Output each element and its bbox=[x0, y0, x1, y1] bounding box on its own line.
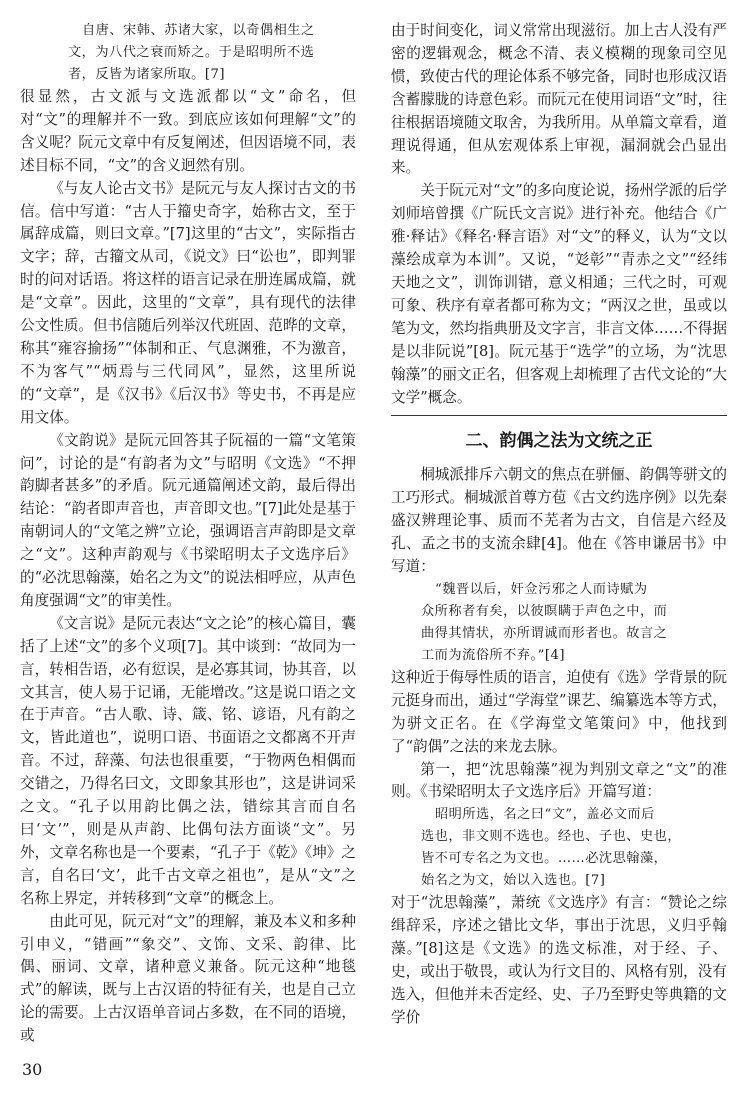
paragraph: 第一，把“沈思翰藻”视为判别文章之“文”的准则。《书梁昭明太子文选序后》开篇写道： bbox=[391, 760, 727, 801]
quote-line: 曲得其情状，亦所谓诚而形者也。故言之 bbox=[421, 625, 668, 641]
quote-line: “魏晋以后，奸佥污邪之人而诗赋为 bbox=[435, 581, 648, 597]
section-heading: 二、韵偶之法为文统之正 bbox=[465, 431, 653, 452]
paragraph: 《文韵说》是阮元回答其子阮福的一篇“文笔策问”，讨论的是“有韵者为文”与昭明《文选》“不押韵脚者甚多”的矛盾。阮元通篇阐述文韵，最后得出结论：“韵者即声音也，声音即文也。”[7]此处是基于南朝词人的“文笔之辨”立论，强调语言声韵即是文章之“文”。这种声韵观与《书梁昭明太子文选序后》的“必沈思翰藻，始名之为文”的说法相呼应，从声色角度强调“文”的审美性。 bbox=[20, 431, 356, 609]
quote-line: 始名之为文，始以入选也。[7] bbox=[421, 873, 606, 889]
quote-line: 皆不可专名之为文也。……必沈思翰藻， bbox=[421, 851, 668, 867]
paragraph: 《文言说》是阮元表达“文之论”的核心篇目，囊括了上述“文”的多个义项[7]。其中谈到：“故同为一言，转相告语，必有愆误，是必寡其词，协其音，以文其言，使人易于记诵，无能增改。”这是说口语之文在于声音。“古人歌、诗、箴、铭、谚语，凡有韵之文，皆此道也”，说明口语、书面语之文都离不开声音。不过，辞藻、句法也很重要，“于物两色相偶而交错之，乃得名曰文，文即象其形也”，这是讲词采之文。“孔子以用韵比偶之法，错综其言而自名曰‘文’”，则是从声韵、比偶句法方面谈“文”。另外，文章名称也是一个要素，“孔子于《乾》《坤》之言，自名曰‘文’，此千古文章之祖也”，是从“文”之名称上界定，并转移到“文章”的概念上。 bbox=[20, 614, 356, 907]
paragraph: 对于“沈思翰藻”，萧统《文选序》有言：“赞论之综缉辞采，序述之错比文华，事出于沈思，义归乎翰藻。”[8]这是《文选》的选文标准，对于经、子、史，或出于敬畏，或认为行文目的、风格有别，没有选入，但他并未否定经、史、子乃至野史等典籍的文学价 bbox=[391, 894, 727, 1026]
quote-block bbox=[391, 579, 727, 667]
paragraph: 由于时间变化，词义常常出现滋衍。加上古人没有严密的逻辑观念，概念不清、表义模糊的现象司空见惯，致使古代的理论体系不够完备，同时也形成汉语含蓄朦胧的诗意色彩。而阮元在使用词语“文”时，往往根据语境随文取舍，为我所用。从单篇文章看，道理说得通，但从宏观体系上审视，漏洞就会凸显出来。 bbox=[391, 22, 727, 177]
quote-line: 众所称者有矣，以彼瞑瞒于声色之中，而 bbox=[421, 603, 668, 619]
quote-line: 文，为八代之衰而矫之。于是昭明所不选 bbox=[68, 45, 315, 60]
paragraph: 很显然，古文派与文选派都以“文”命名，但对“文”的理解并不一致。到底应该如何理解“文”的含义呢？阮元文章中有反复阐述，但因语境不同，表述目标不同，“文”的含义迥然有別。 bbox=[20, 88, 356, 174]
paragraph: 《与友人论古文书》是阮元与友人探讨古文的书信。信中写道：“古人于籀史奇字，始称古文，至于属辞成篇，则曰文章。”[7]这里的“古文”，实际指古文字；辞，古籀文从司，《说文》曰“讼也”，即判罪时的问对话语。将这样的语言记录在册连属成篇，就是“文章”。因此，这里的“文章”，具有现代的法律公文性质。但书信随后列举汉代班固、范晔的文章，称其“雍容揄扬”“体制和正、气息渊雅，不为激音，不为客气”“炳焉与三代同风”，显然，这里所说的“文章”，是《汉书》《后汉书》等史书，不再是应用文体。 bbox=[20, 179, 356, 426]
page-number: 30 bbox=[22, 1060, 43, 1079]
paragraph: 桐城派排斥六朝文的焦点在骈俪、韵偶等骈文的工巧形式。桐城派首尊方苞《古文约选序例》以先秦盛汉辨理论事、质而不芜者为古文，自信是六经及孔、孟之书的支流余肆[4]。他在《答申谦居书》中写道： bbox=[391, 466, 727, 576]
left-column bbox=[20, 20, 356, 1048]
quote-line: 工而为流俗所不弃。”[4] bbox=[421, 647, 566, 663]
quote-line: 昭明所选，名之曰“文”，盖必文而后 bbox=[435, 807, 655, 823]
quote-line: 者，反皆为诸家所取。[7] bbox=[68, 67, 226, 82]
quote-line: 自唐、宋韩、苏诸大家，以奇偶相生之 bbox=[82, 23, 315, 38]
quote-block bbox=[391, 804, 727, 892]
quote-block bbox=[20, 20, 356, 86]
paragraph: 这种近于侮辱性质的语言，迫使有《选》学背景的阮元挺身而出，通过“学海堂”课艺、编纂选本等方式，为骈文正名。在《学海堂文笔策问》中，他找到了“韵偶”之法的来龙去脉。 bbox=[391, 668, 727, 755]
section-divider bbox=[391, 415, 727, 416]
right-column bbox=[391, 20, 727, 1030]
paragraph: 由此可见，阮元对“文”的理解，兼及本义和多种引申义，“错画”“象交”、文饰、文采、韵律、比偶、丽词、文章，诸种意义兼备。阮元这种“地毯式”的解读，既与上古汉语的特征有关，也是自己立论的需要。上古汉语单音词占多数，在不同的语境，或 bbox=[20, 912, 356, 1045]
quote-line: 选也，非文则不选也。经也、子也、史也， bbox=[421, 829, 682, 845]
paragraph: 关于阮元对“文”的多向度论说，扬州学派的后学刘师培曾撰《广阮氏文言说》进行补充。他结合《广雅·释诂》《释名·释言语》对“文”的释义，认为“文以藻绘成章为本训”。又说，“彣彰”“青赤之文”“经纬天地之文”，训饰训错，意义相通；三代之时，可观可象、秩序有章者都可称为文；“两汉之世，虽或以笔为文，然均指典册及文字言，非言文体……不得据是以非阮说”[8]。阮元基于“选学”的立场，为“沈思翰藻”的丽文正名，但客观上却梳理了古代文论的“大文学”概念。 bbox=[391, 182, 727, 406]
